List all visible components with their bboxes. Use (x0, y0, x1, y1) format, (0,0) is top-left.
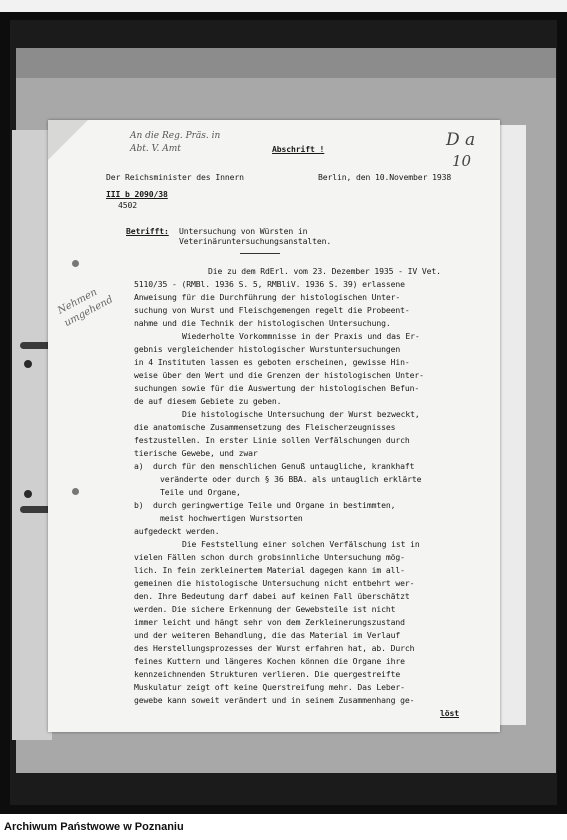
body-line: veränderte oder durch § 36 BBA. als untauglich erklärte (160, 474, 422, 484)
subject-line-2: Veterinäruntersuchungsanstalten. (179, 236, 332, 246)
body-line: gewebe kann soweit verändert und in seinem Zusammenhang ge- (134, 695, 415, 705)
separator-rule (240, 253, 280, 254)
abschrift-stamp: Abschrift ! (272, 144, 325, 154)
handwritten-corner-number: 10 (452, 152, 472, 170)
body-line: tierische Gewebe, und zwar (134, 448, 258, 458)
body-line: de auf diesem Gebiete zu geben. (134, 396, 282, 406)
body-line: gemeinen die histologische Untersuchung nicht entbehrt wer- (134, 578, 415, 588)
body-line: die anatomische Zusammensetzung des Fleischerzeugnisses (134, 422, 396, 432)
body-line: werden. Die sichere Erkennung der Gewebsteile ist nicht (134, 604, 396, 614)
body-line: Die Feststellung einer solchen Verfälschung ist in (182, 539, 420, 549)
handwritten-note-top: An die Reg. Präs. in Abt. V. Amt (130, 131, 221, 154)
document-page (48, 120, 500, 732)
body-line: kennzeichnenden Strukturen verlieren. Die quergestreifte (134, 669, 401, 679)
body-line: Die zu dem RdErl. vom 23. Dezember 1935 - IV Vet. (208, 266, 441, 276)
body-line: a) durch für den menschlichen Genuß untaugliche, krankhaft (134, 461, 415, 471)
body-line: weise über den Wert und die Grenzen der histologischen Unter- (134, 370, 424, 380)
place-date: Berlin, den 10.November 1938 (318, 172, 452, 182)
body-line: Teile und Organe, (160, 487, 241, 497)
body-line: Anweisung für die Durchführung der histologischen Unter- (134, 292, 401, 302)
continuation-word: löst (440, 708, 460, 718)
body-line: festzustellen. In erster Linie sollen Verfälschungen durch (134, 435, 410, 445)
body-line: in 4 Instituten lassen es geboten erscheinen, gewisse Hin- (134, 357, 410, 367)
body-line: den. Ihre Bedeutung darf dabei auf keinen Fall überschätzt (134, 591, 410, 601)
page-fold-corner (48, 120, 88, 160)
punch-hole-2 (72, 488, 79, 495)
body-line: immer leicht und hängt sehr von dem Zerkleinerungszustand (134, 617, 405, 627)
body-line: 5110/35 - (RMBl. 1936 S. 5, RMBliV. 1936 S. 39) erlassene (134, 279, 405, 289)
body-line: aufgedeckt werden. (134, 526, 220, 536)
body-line: suchungen sowie für die Auswertung der histologischen Befun- (134, 383, 420, 393)
binder-hole-lower (24, 490, 32, 498)
body-line: b) durch geringwertige Teile und Organe in bestimmten, (134, 500, 396, 510)
handwritten-margin-note: Nehmen umgehend (55, 286, 115, 330)
subject-line-1: Untersuchung von Würsten in (179, 226, 308, 236)
body-line: des Herstellungsprozesses der Wurst erfahren hat, ab. Durch (134, 643, 415, 653)
body-line: meist hochwertigen Wurstsorten (160, 513, 303, 523)
under-sheet (496, 125, 526, 725)
handwritten-corner-da: D a (446, 130, 476, 150)
binder-spine (12, 130, 52, 740)
reference-number: III b 2090/38 (106, 189, 168, 199)
body-line: gebnis vergleichender histologischer Wurstuntersuchungen (134, 344, 401, 354)
body-line: lich. In fein zerkleinertem Material dagegen kann im all- (134, 565, 405, 575)
folder-shadow (16, 48, 556, 78)
body-line: Muskulatur zeigt oft keine Querstreifung mehr. Das Leber- (134, 682, 405, 692)
binder-hole-upper (24, 360, 32, 368)
punch-hole-1 (72, 260, 79, 267)
body-line: und der weiteren Behandlung, die das Material im Verlauf (134, 630, 401, 640)
body-line: Wiederholte Vorkommnisse in der Praxis und das Er- (182, 331, 420, 341)
body-line: feines Kuttern und längeres Kochen können die Organe ihre (134, 656, 405, 666)
top-strip (0, 0, 567, 12)
body-line: Die histologische Untersuchung der Wurst bezweckt, (182, 409, 420, 419)
reference-sub: 4502 (118, 200, 138, 210)
body-line: nahme und die Technik der histologischen Untersuchung. (134, 318, 391, 328)
body-line: vielen Fällen schon durch grobsinnliche Untersuchung mög- (134, 552, 405, 562)
archive-credit: Archiwum Państwowe w Poznaniu (4, 821, 184, 833)
sender: Der Reichsminister des Innern (106, 172, 244, 182)
body-line: suchung von Wurst und Fleischgemengen regelt die Probeent- (134, 305, 410, 315)
subject-label: Betrifft: (126, 226, 169, 236)
